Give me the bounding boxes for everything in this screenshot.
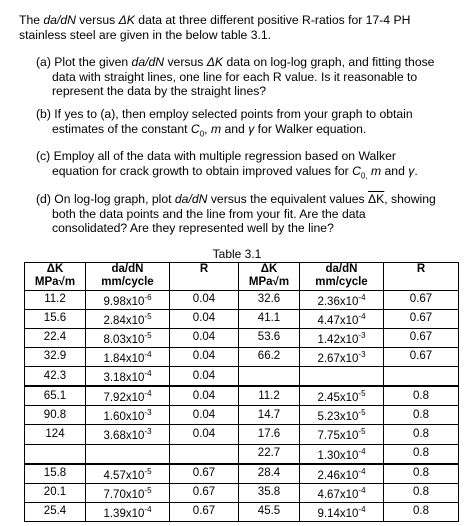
cell-value: 5.23x10: [317, 411, 359, 424]
table-row: [25, 444, 459, 464]
cell-value: 32.6: [257, 293, 281, 305]
question-text: equation for crack growth to obtain improved values for: [52, 163, 353, 178]
table-cell: [170, 483, 239, 502]
cell-exponent: -6: [144, 292, 152, 302]
question-dadn: da/dN: [174, 192, 208, 206]
cell-value: 0.8: [413, 408, 429, 421]
cell-value: 14.7: [257, 408, 281, 421]
table-cell: [86, 347, 170, 366]
cell-value: 22.4: [43, 331, 67, 344]
cell-value: 1.84x10: [103, 352, 145, 365]
table-cell: [239, 444, 300, 464]
table-cell: [170, 406, 239, 425]
table-cell: [384, 406, 459, 425]
header-dk-unit: MPa√m: [248, 276, 290, 289]
table-row: [25, 309, 459, 328]
intro-text: data at three different positive R-ratios for 17-4 PH: [134, 13, 411, 27]
cell-value: 0.8: [413, 505, 429, 518]
cell-exponent: -4: [144, 349, 152, 359]
table-cell: [86, 444, 170, 464]
table-cell: [300, 464, 384, 484]
cell-exponent: -5: [358, 427, 366, 437]
question-text: versus the equivalent values: [207, 192, 368, 206]
cell-exponent: -5: [144, 311, 152, 321]
table-cell: [25, 290, 86, 309]
table-cell: [86, 386, 170, 406]
table-cell: [239, 347, 300, 366]
cell-exponent: -4: [358, 466, 366, 476]
table-cell: [170, 502, 239, 521]
header-r: [384, 263, 459, 291]
header-dk: [25, 263, 86, 291]
table-cell: [239, 309, 300, 328]
table-cell: [25, 328, 86, 347]
table-cell: [86, 483, 170, 502]
table-row: [25, 464, 459, 484]
table-cell: [86, 367, 170, 387]
cell-value: 2.67x10: [317, 352, 359, 365]
header-r-label: R: [199, 263, 209, 275]
table-row: [25, 367, 459, 387]
header-dadn-label: da/dN: [325, 263, 358, 275]
question-text: On log-log graph, plot: [54, 192, 175, 206]
table-cell: [300, 347, 384, 366]
symbol-gamma: γ: [408, 163, 415, 178]
table-row: [25, 347, 459, 366]
cell-exponent: -4: [358, 446, 366, 456]
cell-exponent: -4: [144, 369, 152, 379]
cell-exponent: -4: [358, 311, 366, 321]
cell-value: 0.67: [409, 331, 433, 344]
header-dadn-label: da/dN: [111, 263, 144, 275]
table-cell: [25, 406, 86, 425]
cell-exponent: -5: [144, 485, 152, 495]
cell-value: 28.4: [257, 467, 281, 480]
table-cell: [25, 444, 86, 464]
cell-value: 11.2: [44, 293, 66, 305]
cell-value: 2.45x10: [317, 392, 359, 405]
table-row: [25, 502, 459, 521]
question-label: (a): [36, 55, 51, 69]
intro-dadn: da/dN: [43, 13, 76, 27]
question-text: data on log-log graph, and fitting those: [223, 55, 435, 69]
cell-value: 2.36x10: [317, 295, 359, 308]
table-cell: [239, 483, 300, 502]
cell-exponent: -4: [358, 292, 366, 302]
table-cell: [170, 367, 239, 387]
table-cell: [239, 406, 300, 425]
table-cell: [25, 502, 86, 521]
cell-value: 9.98x10: [103, 295, 145, 308]
question-c: [36, 149, 456, 183]
table-row: [25, 328, 459, 347]
header-dk-unit: MPa√m: [34, 276, 76, 289]
symbol-dk-bar: $\overline{\Delta K}$: [368, 192, 385, 206]
table-cell: [86, 309, 170, 328]
cell-value: 0.67: [409, 350, 433, 363]
table-cell: [384, 502, 459, 521]
cell-exponent: -3: [144, 408, 152, 418]
cell-value: 15.8: [43, 467, 67, 480]
cell-value: 15.6: [43, 312, 67, 325]
table-cell: [239, 425, 300, 444]
table-row: [25, 386, 459, 406]
table-cell: [170, 290, 239, 309]
intro-text: The: [19, 13, 44, 27]
table-cell: [300, 406, 384, 425]
table-cell: [300, 502, 384, 521]
question-text: consolidated? Are they represented well by the line?: [52, 221, 334, 235]
question-text: .: [414, 163, 418, 178]
table-cell: [300, 483, 384, 502]
symbol-m: m: [367, 163, 382, 178]
question-text: estimates of the constant: [52, 121, 191, 136]
cell-value: 0.67: [192, 505, 216, 518]
table-cell: [384, 483, 459, 502]
table-cell: [300, 425, 384, 444]
table-cell: [170, 309, 239, 328]
table-cell: [384, 444, 459, 464]
question-text: represent the data by the straight lines?: [52, 84, 267, 98]
question-b: [36, 107, 456, 141]
table-cell: [170, 425, 239, 444]
cell-exponent: -4: [358, 504, 366, 514]
cell-exponent: -4: [358, 485, 366, 495]
question-label: (b): [36, 107, 51, 121]
cell-exponent: -3: [144, 427, 152, 437]
cell-value: 0.8: [413, 467, 429, 480]
table-cell: [25, 483, 86, 502]
table-cell: [170, 464, 239, 484]
cell-value: 1.39x10: [103, 507, 145, 520]
cell-value: 4.57x10: [103, 469, 145, 482]
table-cell: [86, 406, 170, 425]
question-text: both the data points and the line from your fit. Are the data: [52, 206, 366, 221]
header-dadn-unit: mm/cycle: [315, 276, 368, 289]
cell-value: 8.03x10: [103, 333, 145, 346]
cell-value: 7.92x10: [103, 392, 145, 405]
cell-value: 1.30x10: [317, 449, 359, 462]
cell-value: 4.67x10: [317, 488, 359, 501]
intro-line2: stainless steel are given in the below table 3.1.: [19, 27, 272, 42]
cell-value: 17.6: [257, 427, 281, 440]
table-cell: [384, 464, 459, 484]
table-cell: [25, 309, 86, 328]
cell-value: 0.04: [192, 389, 216, 402]
symbol-c0: C: [352, 163, 361, 178]
table-cell: [170, 347, 239, 366]
cell-value: 11.2: [258, 389, 280, 402]
cell-value: 42.3: [43, 369, 67, 382]
cell-value: 32.9: [43, 350, 67, 363]
cell-value: 53.6: [257, 331, 281, 344]
cell-value: 0.04: [192, 331, 216, 344]
table-cell: [25, 386, 86, 406]
table-cell: [384, 425, 459, 444]
question-text: If yes to (a), then employ selected points from your graph to obtain: [54, 107, 413, 121]
intro-paragraph: [19, 13, 459, 42]
symbol-c0-sub: 0,: [360, 170, 368, 180]
intro-dk: ΔK: [118, 13, 135, 27]
table-cell: [86, 502, 170, 521]
intro-text: versus: [75, 13, 119, 27]
question-text: for Walker equation.: [254, 121, 367, 136]
table-caption: Table 3.1: [212, 247, 262, 261]
cell-value: 4.47x10: [317, 314, 359, 327]
table-cell: [239, 386, 300, 406]
cell-value: 2.84x10: [103, 314, 145, 327]
header-dk-label: ΔK: [260, 263, 278, 275]
cell-value: 1.60x10: [103, 411, 145, 424]
table-cell: [170, 444, 239, 464]
table-cell: [86, 328, 170, 347]
cell-value: 0.04: [192, 408, 216, 421]
header-r: [170, 263, 239, 291]
symbol-c0: C: [190, 121, 200, 136]
table-cell: [239, 367, 300, 387]
cell-value: 0.04: [192, 350, 216, 363]
table-cell: [239, 502, 300, 521]
table-cell: [170, 328, 239, 347]
table-cell: [25, 425, 86, 444]
cell-value: 22.7: [257, 447, 281, 459]
cell-value: 3.68x10: [103, 430, 145, 443]
cell-value: 0.67: [409, 293, 433, 305]
cell-value: 0.8: [413, 389, 429, 402]
cell-exponent: -5: [358, 389, 366, 399]
table-cell: [300, 328, 384, 347]
header-dadn: [300, 263, 384, 291]
table-cell: [239, 328, 300, 347]
table-cell: [170, 386, 239, 406]
table-row: [25, 425, 459, 444]
cell-value: 124: [45, 427, 65, 440]
cell-value: 0.8: [413, 447, 429, 459]
question-text: ,: [204, 121, 211, 136]
cell-value: 45.5: [257, 505, 281, 518]
question-text: Plot the given: [54, 55, 132, 69]
cell-value: 7.75x10: [317, 430, 359, 443]
table-cell: [300, 290, 384, 309]
header-r-label: R: [416, 263, 426, 275]
cell-exponent: -4: [144, 504, 152, 514]
table-cell: [384, 347, 459, 366]
cell-exponent: -4: [144, 389, 152, 399]
data-table: [24, 262, 459, 522]
question-a: [36, 55, 456, 99]
table-cell: [300, 367, 384, 387]
cell-value: 41.1: [257, 312, 281, 325]
question-text: versus: [164, 55, 207, 69]
header-dadn: [86, 263, 170, 291]
question-text: data with straight lines, one line for each R value. Is it reasonable to: [52, 69, 418, 84]
cell-value: 2.46x10: [317, 469, 359, 482]
cell-exponent: -5: [144, 466, 152, 476]
question-dk: ΔK: [206, 55, 224, 69]
cell-value: 0.67: [192, 467, 216, 480]
question-d: [36, 192, 456, 236]
cell-value: 9.14x10: [317, 507, 359, 520]
question-label: (d): [36, 192, 51, 206]
cell-value: 0.67: [192, 486, 216, 499]
cell-value: 0.04: [192, 369, 216, 382]
cell-exponent: -3: [358, 330, 366, 340]
table-body: [25, 290, 459, 522]
cell-value: 35.8: [257, 486, 281, 499]
table-cell: [86, 425, 170, 444]
symbol-gamma: γ: [248, 121, 255, 136]
cell-value: 0.04: [192, 293, 216, 305]
symbol-m: m: [210, 121, 222, 136]
cell-value: 25.4: [43, 505, 67, 518]
cell-value: 0.04: [192, 427, 216, 440]
table-row: [25, 290, 459, 309]
table-cell: [25, 367, 86, 387]
question-line: [36, 122, 456, 142]
question-text: and: [221, 121, 249, 136]
table-cell: [25, 347, 86, 366]
cell-value: 0.8: [413, 427, 429, 440]
header-dadn-unit: mm/cycle: [101, 276, 154, 289]
cell-value: 0.04: [192, 312, 216, 325]
question-text: , showing: [384, 192, 436, 206]
question-label: (c): [36, 149, 51, 163]
question-dadn: da/dN: [131, 55, 165, 69]
table-cell: [239, 464, 300, 484]
cell-value: 20.1: [43, 486, 67, 499]
cell-exponent: -3: [358, 349, 366, 359]
cell-value: 0.67: [409, 312, 433, 325]
cell-value: 7.70x10: [103, 488, 145, 501]
cell-value: 1.42x10: [317, 333, 359, 346]
question-text: and: [381, 163, 409, 178]
table-cell: [239, 290, 300, 309]
table-cell: [300, 309, 384, 328]
table-header-row: [25, 263, 459, 291]
cell-exponent: -5: [358, 408, 366, 418]
cell-value: 90.8: [43, 408, 67, 421]
table-cell: [25, 464, 86, 484]
table-cell: [86, 464, 170, 484]
cell-value: 0.8: [413, 486, 429, 499]
cell-exponent: -5: [144, 330, 152, 340]
symbol-c0-sub: 0: [199, 128, 205, 138]
table-cell: [300, 444, 384, 464]
table-cell: [384, 367, 459, 387]
table-cell: [300, 386, 384, 406]
table-cell: [384, 386, 459, 406]
table-cell: [86, 290, 170, 309]
table-cell: [384, 290, 459, 309]
table-cell: [384, 328, 459, 347]
cell-value: 3.18x10: [103, 371, 145, 384]
question-line: [36, 164, 456, 184]
header-dk: [239, 263, 300, 291]
cell-value: 66.2: [257, 350, 281, 363]
cell-value: 65.1: [43, 389, 67, 402]
question-text: Employ all of the data with multiple regression based on Walker: [53, 149, 396, 163]
table-row: [25, 483, 459, 502]
header-dk-label: ΔK: [46, 263, 64, 275]
table-row: [25, 406, 459, 425]
table-cell: [384, 309, 459, 328]
